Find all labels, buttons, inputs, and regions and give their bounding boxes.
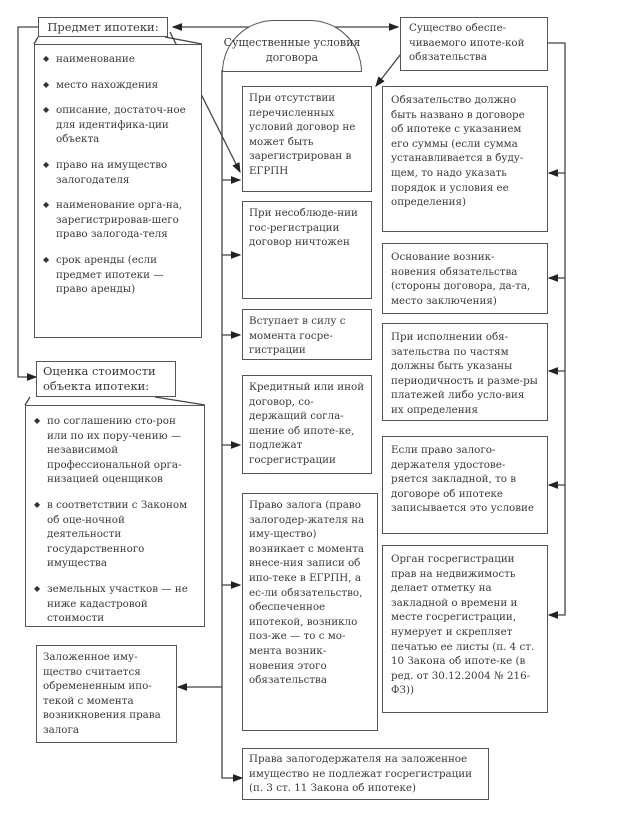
subject-item: ◆ наименование орга-на, зарегистрировав-шего право залогода-теля — [43, 198, 193, 242]
encumbered-box: Заложенное иму-щество считается обремененным ипо-текой с момента возникновения права залога — [36, 645, 177, 743]
right-box-mortgage-note: Если право залого-держателя удостове-ряется закладной, то в договоре об ипотеке записывается это условие — [382, 436, 548, 534]
subject-item: ◆ срок аренды (если предмет ипотеки — право аренды) — [43, 253, 193, 297]
subject-item: ◆ описание, достаточ-ное для идентифика-ции объекта — [43, 103, 193, 147]
valuation-item: ◆ по соглашению сто-рон или по их пору-чению — независимой профессиональной орга-низацией оценщиков — [34, 414, 196, 487]
right-box-registration-body: Орган госрегистрации прав на недвижимость делает отметку на закладной о времени и месте госрегистрации, нумерует и скрепляет печатью ее листы (п. 4 ст. 10 Закона об ипоте-ке (в ред. от 30.12.2004 № 216-ФЗ)) — [382, 545, 548, 713]
subject-list-box — [34, 44, 202, 338]
subject-item: ◆ место нахождения — [43, 78, 193, 93]
subject-item: ◆ наименование — [43, 52, 193, 67]
center-box-void: При несоблюде-нии гос-регистрации договор ничтожен — [242, 201, 372, 299]
valuation-list-box — [25, 405, 205, 627]
obligation-title: Существо обеспе-чиваемого ипоте-кой обязательства — [400, 17, 548, 71]
right-box-sum: Обязательство должно быть названо в договоре об ипотеке с указанием его суммы (если сумма устанавливается в буду-щем, то надо указать порядок и условия ее определения) — [382, 86, 548, 232]
right-box-basis: Основание возник-новения обязательства (стороны договора, да-та, место заключения) — [382, 243, 548, 314]
center-box-effective: Вступает в силу с момента госре-гистрации — [242, 309, 372, 360]
valuation-item: ◆ в соответствии с Законом об оце-ночной деятельности государственного имущества — [34, 498, 196, 571]
valuation-item: ◆ земельных участков — не ниже кадастровой стоимости — [34, 582, 196, 626]
subject-item: ◆ право на имущество залогодателя — [43, 158, 193, 187]
right-box-installments: При исполнении обя-зательства по частям должны быть указаны периодичность и разме-ры платежей либо усло-вия их определения — [382, 323, 548, 421]
center-box-pledge-right: Право залога (право залогодер-жателя на иму-щество) возникает с момента внесе-ния записи об ипо-теке в ЕГРПН, а ес-ли обязательство, обеспеченное ипотекой, возникло поз-же — то с мо-мента возник-новения этого обязательства — [242, 493, 378, 731]
valuation-title: Оценка стоимости объекта ипотеки: — [36, 361, 176, 397]
essential-terms-dome: Существенные условия договора — [222, 20, 362, 72]
center-box-bottom: Права залогодержателя на заложенное имущество не подлежат госрегистрации (п. 3 ст. 11 Закона об ипотеке) — [242, 748, 489, 800]
center-box-registration: При отсутствии перечисленных условий договор не может быть зарегистрирован в ЕГРПН — [242, 86, 372, 192]
center-box-credit: Кредитный или иной договор, со-держащий согла-шение об ипоте-ке, подлежат госрегистрации — [242, 375, 372, 474]
subject-title: Предмет ипотеки: — [38, 17, 168, 37]
